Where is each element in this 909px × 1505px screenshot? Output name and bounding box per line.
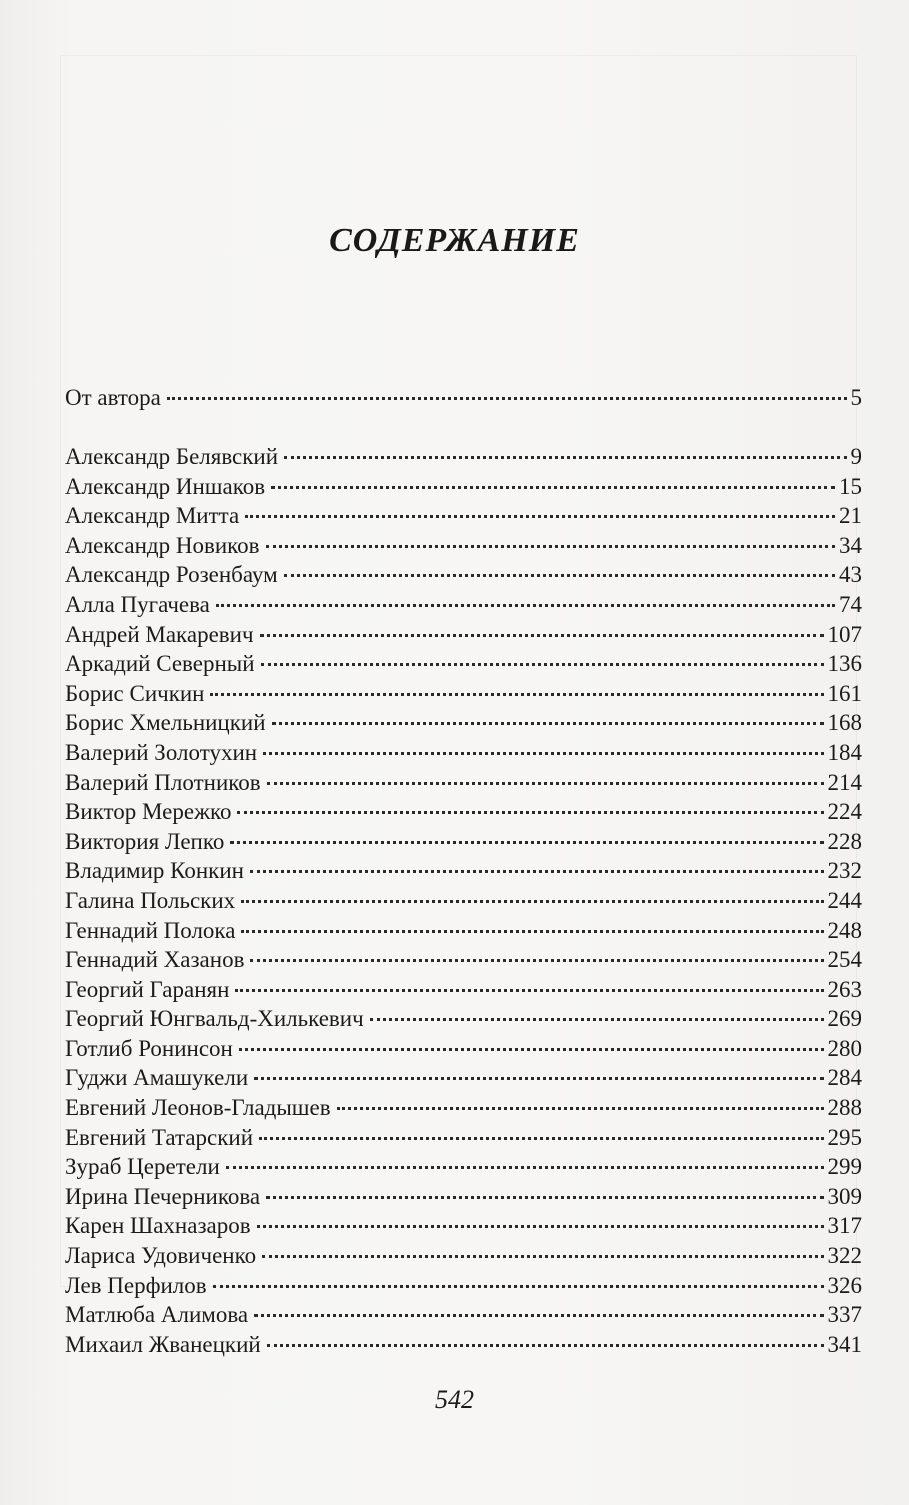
toc-row xyxy=(65,592,862,622)
toc-entry-page: 326 xyxy=(827,1272,862,1298)
leader-dots xyxy=(210,693,823,696)
toc-entry-name: Евгений Леонов-Гладышев xyxy=(65,1095,331,1121)
leader-dots xyxy=(245,515,835,518)
toc-row xyxy=(65,858,862,888)
leader-dots xyxy=(284,456,846,459)
toc-entry-page: 248 xyxy=(827,917,862,943)
leader-dots xyxy=(257,1225,824,1228)
toc-entry-name: Владимир Конкин xyxy=(65,858,244,884)
toc-entry-name: Борис Хмельницкий xyxy=(65,710,266,736)
toc-entry-page: 284 xyxy=(827,1065,862,1091)
toc-entry-name: Галина Польских xyxy=(65,887,236,913)
toc-row xyxy=(65,947,862,977)
toc-entry-page: 5 xyxy=(850,385,862,410)
toc-entry-name: Александр Митта xyxy=(65,503,240,529)
leader-dots xyxy=(263,752,823,755)
toc-row xyxy=(65,385,862,415)
toc-row xyxy=(65,740,862,770)
toc-entry-name: Александр Новиков xyxy=(65,532,260,558)
toc-entry-page: 244 xyxy=(827,887,862,913)
leader-dots xyxy=(241,930,823,933)
toc-row xyxy=(65,533,862,563)
leader-dots xyxy=(167,397,847,400)
toc-entry-name: Валерий Золотухин xyxy=(65,739,258,765)
toc-entry-name: Готлиб Ронинсон xyxy=(65,1035,233,1061)
toc-row xyxy=(65,562,862,592)
toc-entry-page: 341 xyxy=(827,1331,862,1357)
toc-entry-name: Евгений Татарский xyxy=(65,1124,254,1150)
toc-row xyxy=(65,444,862,474)
leader-dots xyxy=(272,722,824,725)
toc-entry-name: Геннадий Хазанов xyxy=(65,947,245,973)
toc-entry-page: 15 xyxy=(839,473,862,499)
toc-entry-name: Матлюба Алимова xyxy=(65,1302,249,1328)
toc-entry-page: 280 xyxy=(827,1035,862,1061)
toc-entry-page: 161 xyxy=(827,680,862,706)
toc-entry-name: Валерий Плотников xyxy=(65,769,261,795)
toc-row xyxy=(65,1243,862,1273)
toc-entry-name: Борис Сичкин xyxy=(65,680,205,706)
toc-entry-page: 136 xyxy=(827,651,862,677)
leader-dots xyxy=(250,870,824,873)
leader-dots xyxy=(254,1077,823,1080)
toc-entry-name: Алла Пугачева xyxy=(65,591,210,617)
page-number: 542 xyxy=(435,1385,474,1414)
toc-row xyxy=(65,503,862,533)
toc-entry-name: Георгий Гаранян xyxy=(65,976,230,1002)
toc-entry-page: 232 xyxy=(827,858,862,884)
toc-row xyxy=(65,622,862,652)
toc-entry-page: 184 xyxy=(827,739,862,765)
leader-dots xyxy=(235,989,823,992)
leader-dots xyxy=(267,782,824,785)
toc-row xyxy=(65,1184,862,1214)
leader-dots xyxy=(226,1166,824,1169)
toc-entry-page: 299 xyxy=(827,1154,862,1180)
toc-entry-page: 322 xyxy=(827,1243,862,1269)
leader-dots xyxy=(216,604,835,607)
toc-preface-entry xyxy=(65,385,862,415)
toc-list xyxy=(65,444,862,1361)
toc-entry-page: 228 xyxy=(827,828,862,854)
toc-row xyxy=(65,770,862,800)
toc-entry-name: Виктор Мережко xyxy=(65,799,232,825)
leader-dots xyxy=(266,1196,823,1199)
toc-entry-name: Геннадий Полока xyxy=(65,917,236,943)
toc-row xyxy=(65,1154,862,1184)
toc-entry-page: 269 xyxy=(827,1006,862,1032)
toc-entry-name: Лев Перфилов xyxy=(65,1272,207,1298)
contents-title: СОДЕРЖАНИЕ xyxy=(329,222,580,259)
leader-dots xyxy=(266,545,835,548)
toc-entry-name: Георгий Юнгвальд-Хилькевич xyxy=(65,1006,364,1032)
toc-row xyxy=(65,651,862,681)
leader-dots xyxy=(254,1314,823,1317)
toc-entry-name: Андрей Макаревич xyxy=(65,621,254,647)
toc-entry-page: 295 xyxy=(827,1124,862,1150)
toc-entry-name: Гуджи Амашукели xyxy=(65,1065,249,1091)
leader-dots xyxy=(370,1018,824,1021)
toc-entry-name: Виктория Лепко xyxy=(65,828,225,854)
leader-dots xyxy=(239,1048,824,1051)
leader-dots xyxy=(262,1255,823,1258)
leader-dots xyxy=(337,1107,824,1110)
toc-entry-page: 309 xyxy=(827,1183,862,1209)
leader-dots xyxy=(237,811,823,814)
leader-dots xyxy=(261,663,824,666)
toc-entry-name: Лариса Удовиченко xyxy=(65,1243,257,1269)
toc-entry-page: 21 xyxy=(839,503,862,529)
toc-row xyxy=(65,829,862,859)
toc-row xyxy=(65,888,862,918)
toc-entry-page: 214 xyxy=(827,769,862,795)
leader-dots xyxy=(259,1137,823,1140)
toc-row xyxy=(65,977,862,1007)
toc-entry-name: Ирина Печерникова xyxy=(65,1183,261,1209)
leader-dots xyxy=(213,1285,824,1288)
leader-dots xyxy=(230,841,823,844)
toc-row xyxy=(65,1125,862,1155)
toc-entry-name: Михаил Жванецкий xyxy=(65,1331,261,1357)
toc-entry-name: Александр Розенбаум xyxy=(65,562,278,588)
toc-row xyxy=(65,1302,862,1332)
toc-entry-page: 263 xyxy=(827,976,862,1002)
leader-dots xyxy=(241,900,823,903)
toc-row xyxy=(65,799,862,829)
toc-entry-page: 337 xyxy=(827,1302,862,1328)
leader-dots xyxy=(250,959,823,962)
toc-row xyxy=(65,1065,862,1095)
leader-dots xyxy=(260,634,824,637)
toc-entry-name: Зураб Церетели xyxy=(65,1154,220,1180)
toc-entry-name: От автора xyxy=(65,385,161,410)
toc-entry-page: 74 xyxy=(839,591,862,617)
toc-entry-page: 9 xyxy=(850,444,862,469)
toc-row xyxy=(65,1095,862,1125)
toc-entry-page: 317 xyxy=(827,1213,862,1239)
toc-row xyxy=(65,918,862,948)
leader-dots xyxy=(284,574,835,577)
toc-row xyxy=(65,1332,862,1362)
toc-entry-name: Александр Иншаков xyxy=(65,473,266,499)
leader-dots xyxy=(271,486,835,489)
toc-entry-page: 254 xyxy=(827,947,862,973)
toc-entry-name: Александр Белявский xyxy=(65,444,279,469)
toc-row xyxy=(65,710,862,740)
toc-entry-page: 43 xyxy=(839,562,862,588)
toc-row xyxy=(65,1036,862,1066)
toc-entry-page: 288 xyxy=(827,1095,862,1121)
toc-entry-name: Карен Шахназаров xyxy=(65,1213,251,1239)
leader-dots xyxy=(267,1344,824,1347)
toc-row xyxy=(65,1006,862,1036)
toc-entry-page: 168 xyxy=(827,710,862,736)
toc-entry-page: 224 xyxy=(827,799,862,825)
toc-row xyxy=(65,1213,862,1243)
toc-entry-name: Аркадий Северный xyxy=(65,651,255,677)
toc-row xyxy=(65,1273,862,1303)
toc-entry-page: 107 xyxy=(827,621,862,647)
toc-row xyxy=(65,474,862,504)
toc-entry-page: 34 xyxy=(839,532,862,558)
toc-row xyxy=(65,681,862,711)
